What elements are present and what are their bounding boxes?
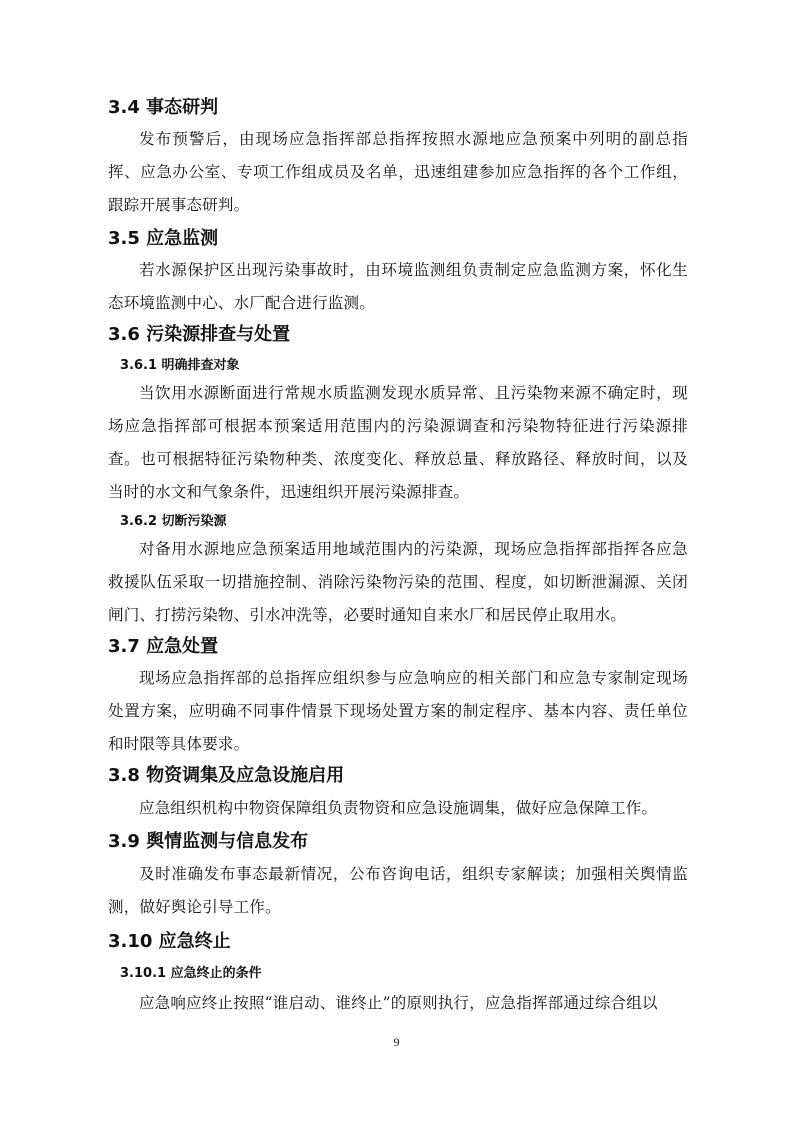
paragraph-3-9: 及时准确发布事态最新情况，公布咨询电话，组织专家解读；加强相关舆情监测，做好舆论引导工作。 — [108, 865, 688, 916]
paragraph-3-6-2: 对备用水源地应急预案适用地域范围内的污染源，现场应急指挥部指挥各应急救援队伍采取一切措施控制、消除污染物污染的范围、程度，如切断泄漏源、关闭闸门、打捞污染物、引水冲洗等，必要时通知自来水厂和居民停止取用水。 — [108, 540, 688, 624]
section-heading-3-6: 3.6 污染源排查与处置 — [108, 324, 291, 345]
paragraph-3-10-1: 应急响应终止按照“谁启动、谁终止”的原则执行，应急指挥部通过综合组以 — [139, 994, 658, 1012]
paragraph-3-5: 若水源保护区出现污染事故时，由环境监测组负责制定应急监测方案，怀化生态环境监测中心、水厂配合进行监测。 — [108, 261, 688, 312]
section-heading-3-5: 3.5 应急监测 — [108, 228, 219, 249]
paragraph-3-7: 现场应急指挥部的总指挥应组织参与应急响应的相关部门和应急专家制定现场处置方案，应明确不同事件情景下现场处置方案的制定程序、基本内容、责任单位和时限等具体要求。 — [108, 669, 688, 753]
subsection-heading-3-6-1: 3.6.1 明确排查对象 — [120, 358, 240, 373]
section-heading-3-9: 3.9 舆情监测与信息发布 — [108, 831, 309, 852]
subsection-heading-3-6-2: 3.6.2 切断污染源 — [120, 514, 227, 529]
paragraph-3-6-1: 当饮用水源断面进行常规水质监测发现水质异常、且污染物来源不确定时，现场应急指挥部可根据本预案适用范围内的污染源调查和污染物特征进行污染源排查。也可根据特征污染物种类、浓度变化、释放总量、释放路径、释放时间，以及当时的水文和气象条件，迅速组织开展污染源排查。 — [108, 384, 688, 501]
paragraph-3-8: 应急组织机构中物资保障组负责物资和应急设施调集，做好应急保障工作。 — [139, 799, 658, 817]
paragraph-3-4: 发布预警后，由现场应急指挥部总指挥按照水源地应急预案中列明的副总指挥、应急办公室、专项工作组成员及名单，迅速组建参加应急指挥的各个工作组，跟踪开展事态研判。 — [108, 130, 688, 214]
section-heading-3-7: 3.7 应急处置 — [108, 636, 219, 657]
section-heading-3-10: 3.10 应急终止 — [108, 931, 231, 952]
section-heading-3-8: 3.8 物资调集及应急设施启用 — [108, 765, 345, 786]
page-number: 9 — [393, 1035, 400, 1049]
subsection-heading-3-10-1: 3.10.1 应急终止的条件 — [120, 966, 262, 981]
section-heading-3-4: 3.4 事态研判 — [108, 97, 219, 118]
